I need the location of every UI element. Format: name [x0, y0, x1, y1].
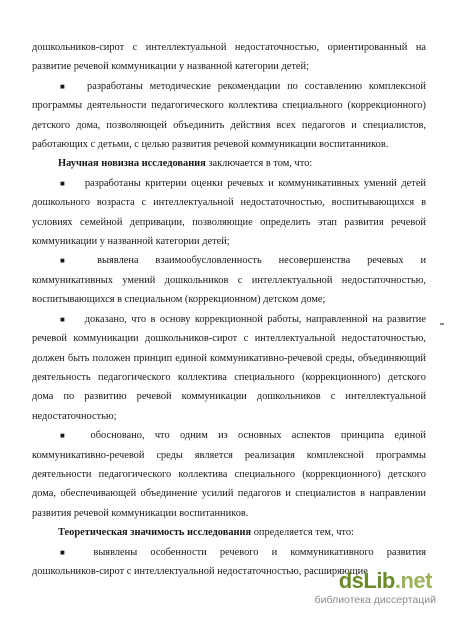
- paragraph-text: доказано, что в основу коррекционной работы, направленной на развитие речевой коммуникации дошкольников-сирот с интеллектуальной недостаточностью, должен быть положен принцип единой коммуникативно-речевой среды, объединяющий деятельность педагогического коллектива специального (коррекционного) детского дома по развитию речевой коммуникации дошкольников с интеллектуальной недостаточностью;: [32, 313, 426, 422]
- bullet-paragraph: [32, 174, 426, 252]
- bullet-paragraph: [32, 77, 426, 155]
- bullet-icon: ■: [60, 431, 73, 441]
- logo-suffix: .net: [394, 568, 432, 593]
- watermark-subtitle: библиотека диссертаций: [314, 594, 436, 606]
- bullet-icon: ■: [60, 256, 80, 266]
- dslib-watermark: [282, 568, 442, 614]
- bullet-icon: ■: [60, 178, 67, 188]
- bullet-icon: ■: [60, 314, 67, 324]
- paragraph-text: дошкольников-сирот с интеллектуальной недостаточностью, ориентированный на развитие речевой коммуникации у названной категории детей;: [32, 42, 426, 73]
- bullet-icon: ■: [60, 81, 70, 91]
- paragraph-text: разработаны методические рекомендации по составлению комплексной программы деятельности педагогического коллектива специального (коррекционного) детского дома, позволяющей объединить действия всех педагогов и специалистов, работающих с детьми, с целью развития речевой коммуникации воспитанников.: [32, 80, 426, 151]
- heading-bold: Теоретическая значимость исследования: [58, 527, 252, 539]
- margin-mark: [440, 323, 444, 325]
- paragraph-text: выявлены особенности речевого и коммуникативного развития дошкольников-сирот с интеллектуальной недостаточностью, расширяющие: [32, 546, 426, 577]
- bullet-paragraph: [32, 251, 426, 309]
- paragraph-text: обосновано, что одним из основных аспектов принципа единой коммуникативно-речевой среды является реализация комплексной программы деятельности педагогического коллектива специального (коррекционного) детского дома, обеспечивающей объединение усилий педагогов и специалистов в направлении развития речевой коммуникации воспитанников.: [32, 430, 426, 519]
- bullet-paragraph: [32, 426, 426, 523]
- dslib-logo: [339, 568, 432, 594]
- heading-bold: Научная новизна исследования: [58, 158, 206, 170]
- document-text: [32, 38, 426, 581]
- paragraph-continuation: [32, 38, 426, 77]
- logo-text: dsLib: [338, 568, 395, 593]
- heading-rest: заключается в том, что:: [205, 158, 313, 170]
- section-heading-paragraph: [32, 523, 426, 542]
- bullet-paragraph: [32, 310, 426, 426]
- bullet-icon: ■: [60, 547, 76, 557]
- heading-rest: определяется тем, что:: [251, 527, 354, 539]
- paragraph-text: разработаны критерии оценки речевых и коммуникативных умений детей дошкольного возраста с интеллектуальной недостаточностью, воспитывающихся в условиях семейной депривации, позволяющие определить этап развития речевой коммуникации у названной категории детей;: [32, 177, 426, 248]
- paragraph-text: выявлена взаимообусловленность несовершенства речевых и коммуникативных умений дошкольников с интеллектуальной недостаточностью, воспитывающихся в специальном (коррекционном) детском доме;: [32, 255, 426, 306]
- section-heading-paragraph: [32, 154, 426, 173]
